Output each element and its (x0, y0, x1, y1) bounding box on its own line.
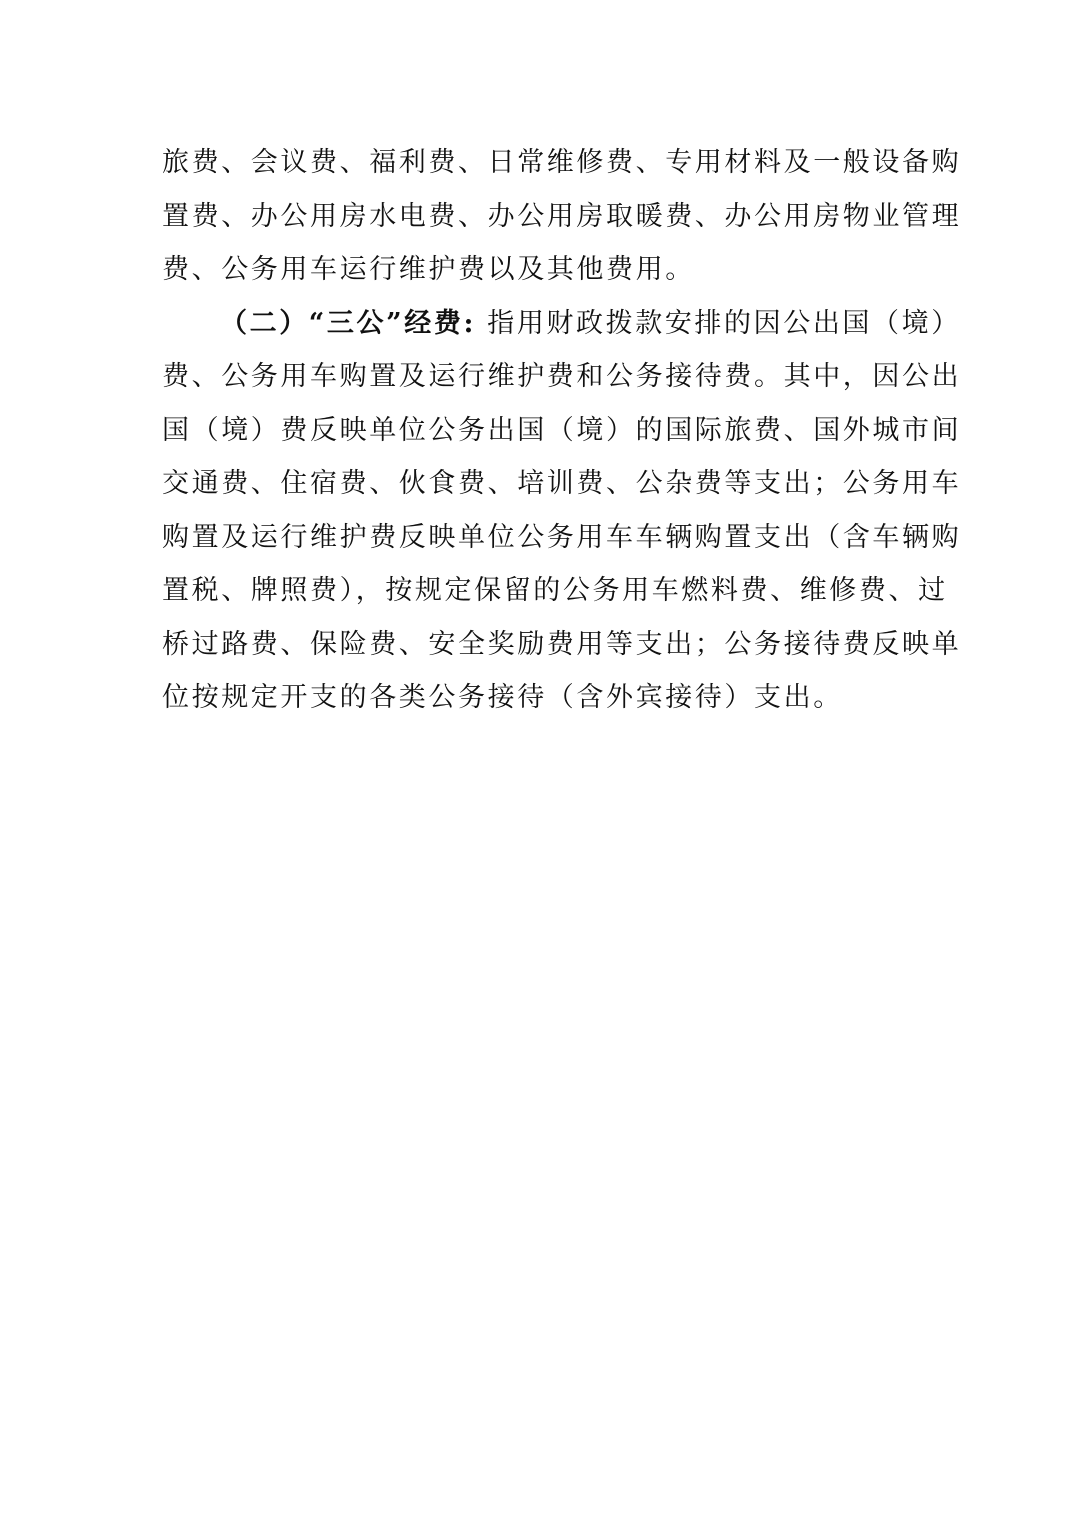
text-line: 位按规定开支的各类公务接待（含外宾接待）支出。 (162, 682, 843, 713)
text-line: 旅费、会议费、福利费、日常维修费、专用材料及一般设备购 (162, 147, 962, 178)
text-line: 购置及运行维护费反映单位公务用车车辆购置支出（含车辆购 (162, 521, 962, 553)
text-line: 置费、办公用房水电费、办公用房取暖费、办公用房物业管理 (162, 200, 962, 232)
text-line: 费、公务用车运行维护费以及其他费用。 (162, 254, 695, 285)
section-heading: （二）“三公”经费: (220, 307, 477, 339)
text-line: 交通费、住宿费、伙食费、培训费、公杂费等支出；公务用车 (162, 468, 962, 499)
text-line: 桥过路费、保险费、安全奖励费用等支出；公务接待费反映单 (162, 628, 962, 660)
paragraph-expense-list (162, 136, 962, 297)
text-line: 置税、牌照费），按规定保留的公务用车燃料费、维修费、过 (162, 575, 948, 606)
paragraph-first-line (162, 297, 961, 351)
document-body (162, 136, 962, 725)
text-line: 费、公务用车购置及运行维护费和公务接待费。其中，因公出 (162, 361, 962, 392)
text-line: 国（境）费反映单位公务出国（境）的国际旅费、国外城市间 (162, 414, 962, 446)
text-segment: 指用财政拨款安排的因公出国（境） (476, 307, 961, 339)
paragraph-three-public-expenses (162, 297, 962, 725)
